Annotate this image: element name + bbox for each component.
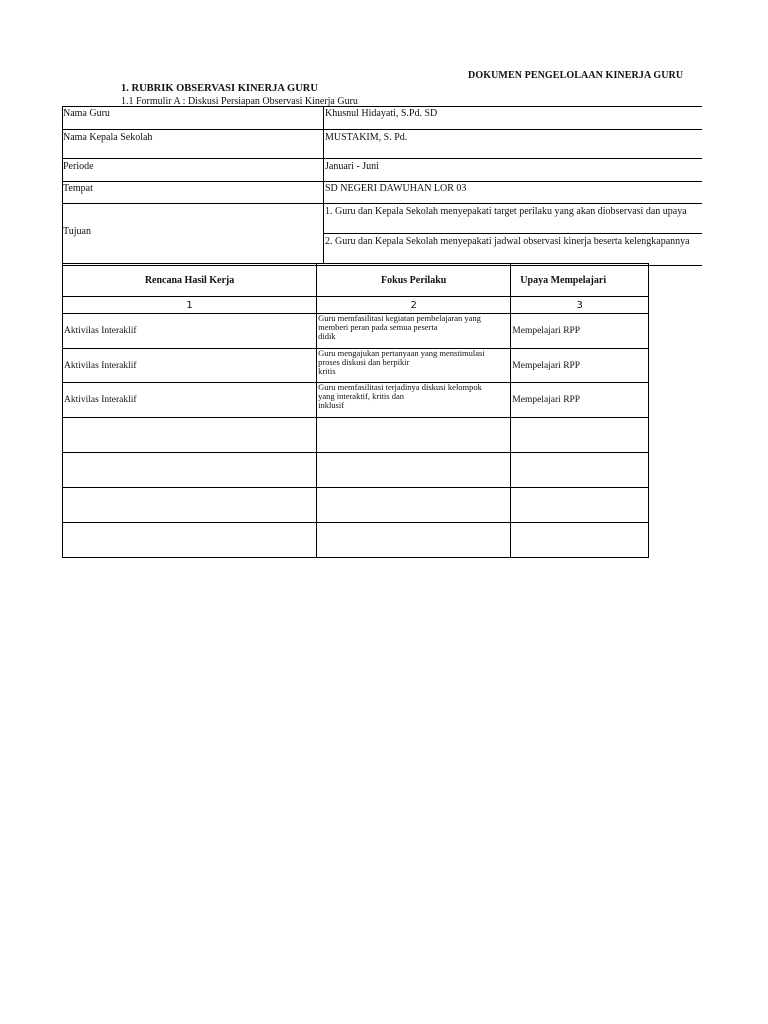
- fokus-line: yang interaktif, kritis dan: [318, 391, 404, 401]
- upaya-cell: Mempelajari RPP: [511, 383, 649, 418]
- fokus-line: kritis: [318, 366, 336, 376]
- table-row: [63, 314, 649, 349]
- fokus-cell: [317, 314, 511, 349]
- kepala-sekolah-value: MUSTAKIM, S. Pd.: [325, 132, 408, 143]
- rencana-cell: Aktivilas Interaklif: [63, 383, 317, 418]
- form-title: 1. RUBRIK OBSERVASI KINERJA GURU: [121, 83, 318, 94]
- fokus-cell: [317, 349, 511, 383]
- column-number-row: [63, 297, 649, 314]
- fokus-cell: [317, 383, 511, 418]
- header-rencana-hasil-kerja: Rencana Hasil Kerja: [63, 264, 317, 297]
- fokus-line: Guru memfasilitasi terjadinya diskusi kelompok: [318, 382, 482, 392]
- table-header-row: [63, 264, 649, 297]
- tujuan-divider: [324, 233, 702, 234]
- periode-value: Januari - Juni: [325, 161, 379, 172]
- upaya-cell: Mempelajari RPP: [511, 314, 649, 349]
- tujuan-item-2: 2. Guru dan Kepala Sekolah menyepakati jadwal observasi kinerja beserta kelengkapannya: [325, 236, 690, 247]
- empty-row: [63, 453, 649, 488]
- info-row-kepala-sekolah: [62, 130, 702, 159]
- rencana-cell: Aktivilas Interaklif: [63, 349, 317, 383]
- table-row: [63, 383, 649, 418]
- header-upaya-mempelajari: Upaya Mempelajari: [511, 264, 649, 297]
- fokus-line: didik: [318, 331, 336, 341]
- tujuan-item-1: 1. Guru dan Kepala Sekolah menyepakati target perilaku yang akan diobservasi dan upaya: [325, 206, 687, 217]
- tujuan-label: Tujuan: [63, 226, 91, 237]
- fokus-line: Guru memfasilitasi kegiatan pembelajaran yang: [318, 313, 481, 323]
- fokus-line: proses diskusi dan berpikir: [318, 357, 410, 367]
- document-header: DOKUMEN PENGELOLAAN KINERJA GURU: [468, 70, 684, 81]
- form-subtitle: 1.1 Formulir A : Diskusi Persiapan Observasi Kinerja Guru: [121, 96, 358, 107]
- info-row-tujuan: [62, 204, 702, 266]
- fokus-line: memberi peran pada semua peserta: [318, 322, 438, 332]
- upaya-cell: Mempelajari RPP: [511, 349, 649, 383]
- info-table: [62, 106, 702, 266]
- info-row-periode: [62, 159, 702, 182]
- info-row-nama-guru: [62, 107, 702, 130]
- empty-row: [63, 523, 649, 558]
- info-row-tempat: [62, 182, 702, 204]
- observation-table: [62, 263, 649, 558]
- info-left-border: [62, 106, 63, 263]
- column-number-3: 3: [511, 297, 649, 314]
- tempat-value: SD NEGERI DAWUHAN LOR 03: [325, 183, 467, 194]
- periode-label: Periode: [63, 161, 94, 172]
- info-column-divider: [323, 106, 324, 263]
- column-number-1: 1: [63, 297, 317, 314]
- column-number-2: 2: [317, 297, 511, 314]
- tempat-label: Tempat: [63, 183, 93, 194]
- nama-guru-value: Khusnul Hidayati, S.Pd. SD: [325, 108, 438, 119]
- fokus-line: Guru mengajukan pertanyaan yang menstimulasi: [318, 348, 485, 358]
- kepala-sekolah-label: Nama Kepala Sekolah: [63, 132, 153, 143]
- empty-row: [63, 488, 649, 523]
- fokus-line: inklusif: [318, 400, 345, 410]
- header-fokus-perilaku: Fokus Perilaku: [317, 264, 511, 297]
- rencana-cell: Aktivilas Interaklif: [63, 314, 317, 349]
- table-row: [63, 349, 649, 383]
- nama-guru-label: Nama Guru: [63, 108, 110, 119]
- empty-row: [63, 418, 649, 453]
